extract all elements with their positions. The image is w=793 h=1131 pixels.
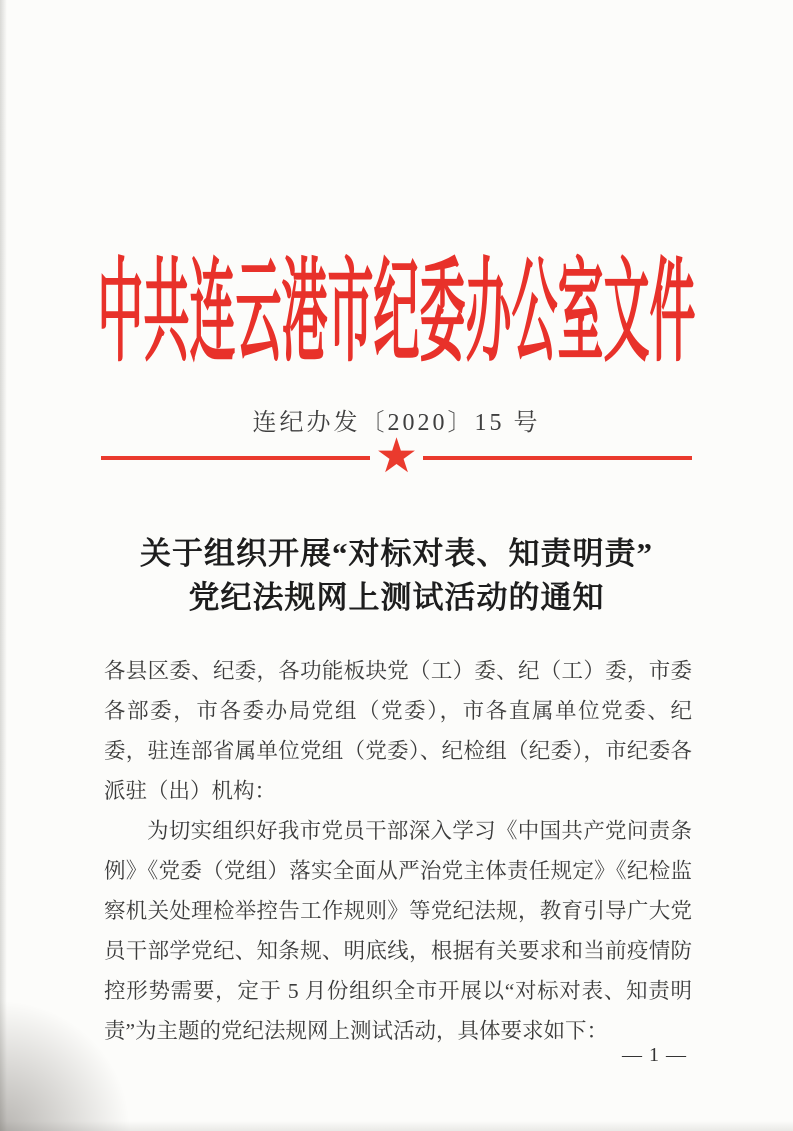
document-number: 连纪办发〔2020〕15 号 — [252, 410, 541, 436]
document-header — [0, 238, 793, 376]
divider-line-right — [423, 456, 692, 460]
document-title-line-2: 党纪法规网上测试活动的通知 — [188, 580, 605, 615]
body-paragraph: 为切实组织好我市党员干部深入学习《中国共产党问责条例》《党委（党组）落实全面从严治党主体责任规定》《纪检监察机关处理检举控告工作规则》等党纪法规，教育引导广大党员干部学党纪、知条规、明底线，根据有关要求和当前疫情防控形势需要，定于 5 月份组织全市开展以“对标对表、知责明责”为主题的党纪法规网上测试活动，具体要求如下： — [104, 819, 692, 1043]
recipients-paragraph: 各县区委、纪委，各功能板块党（工）委、纪（工）委，市委各部委，市各委办局党组（党委），市各直属单位党委、纪委，驻连部省属单位党组（党委）、纪检组（纪委），市纪委各派驻（出）机构： — [104, 659, 692, 803]
document-title-line-1: 关于组织开展“对标对表、知责明责” — [140, 536, 653, 571]
document-header-title: 中共连云港市纪委办公室文件 — [97, 247, 696, 376]
star-icon: ★ — [374, 428, 419, 484]
document-body — [104, 651, 692, 1051]
page-number: — 1 — — [622, 1044, 687, 1066]
header-divider — [101, 428, 692, 484]
divider-line-left — [101, 456, 370, 460]
document-title — [0, 532, 793, 620]
